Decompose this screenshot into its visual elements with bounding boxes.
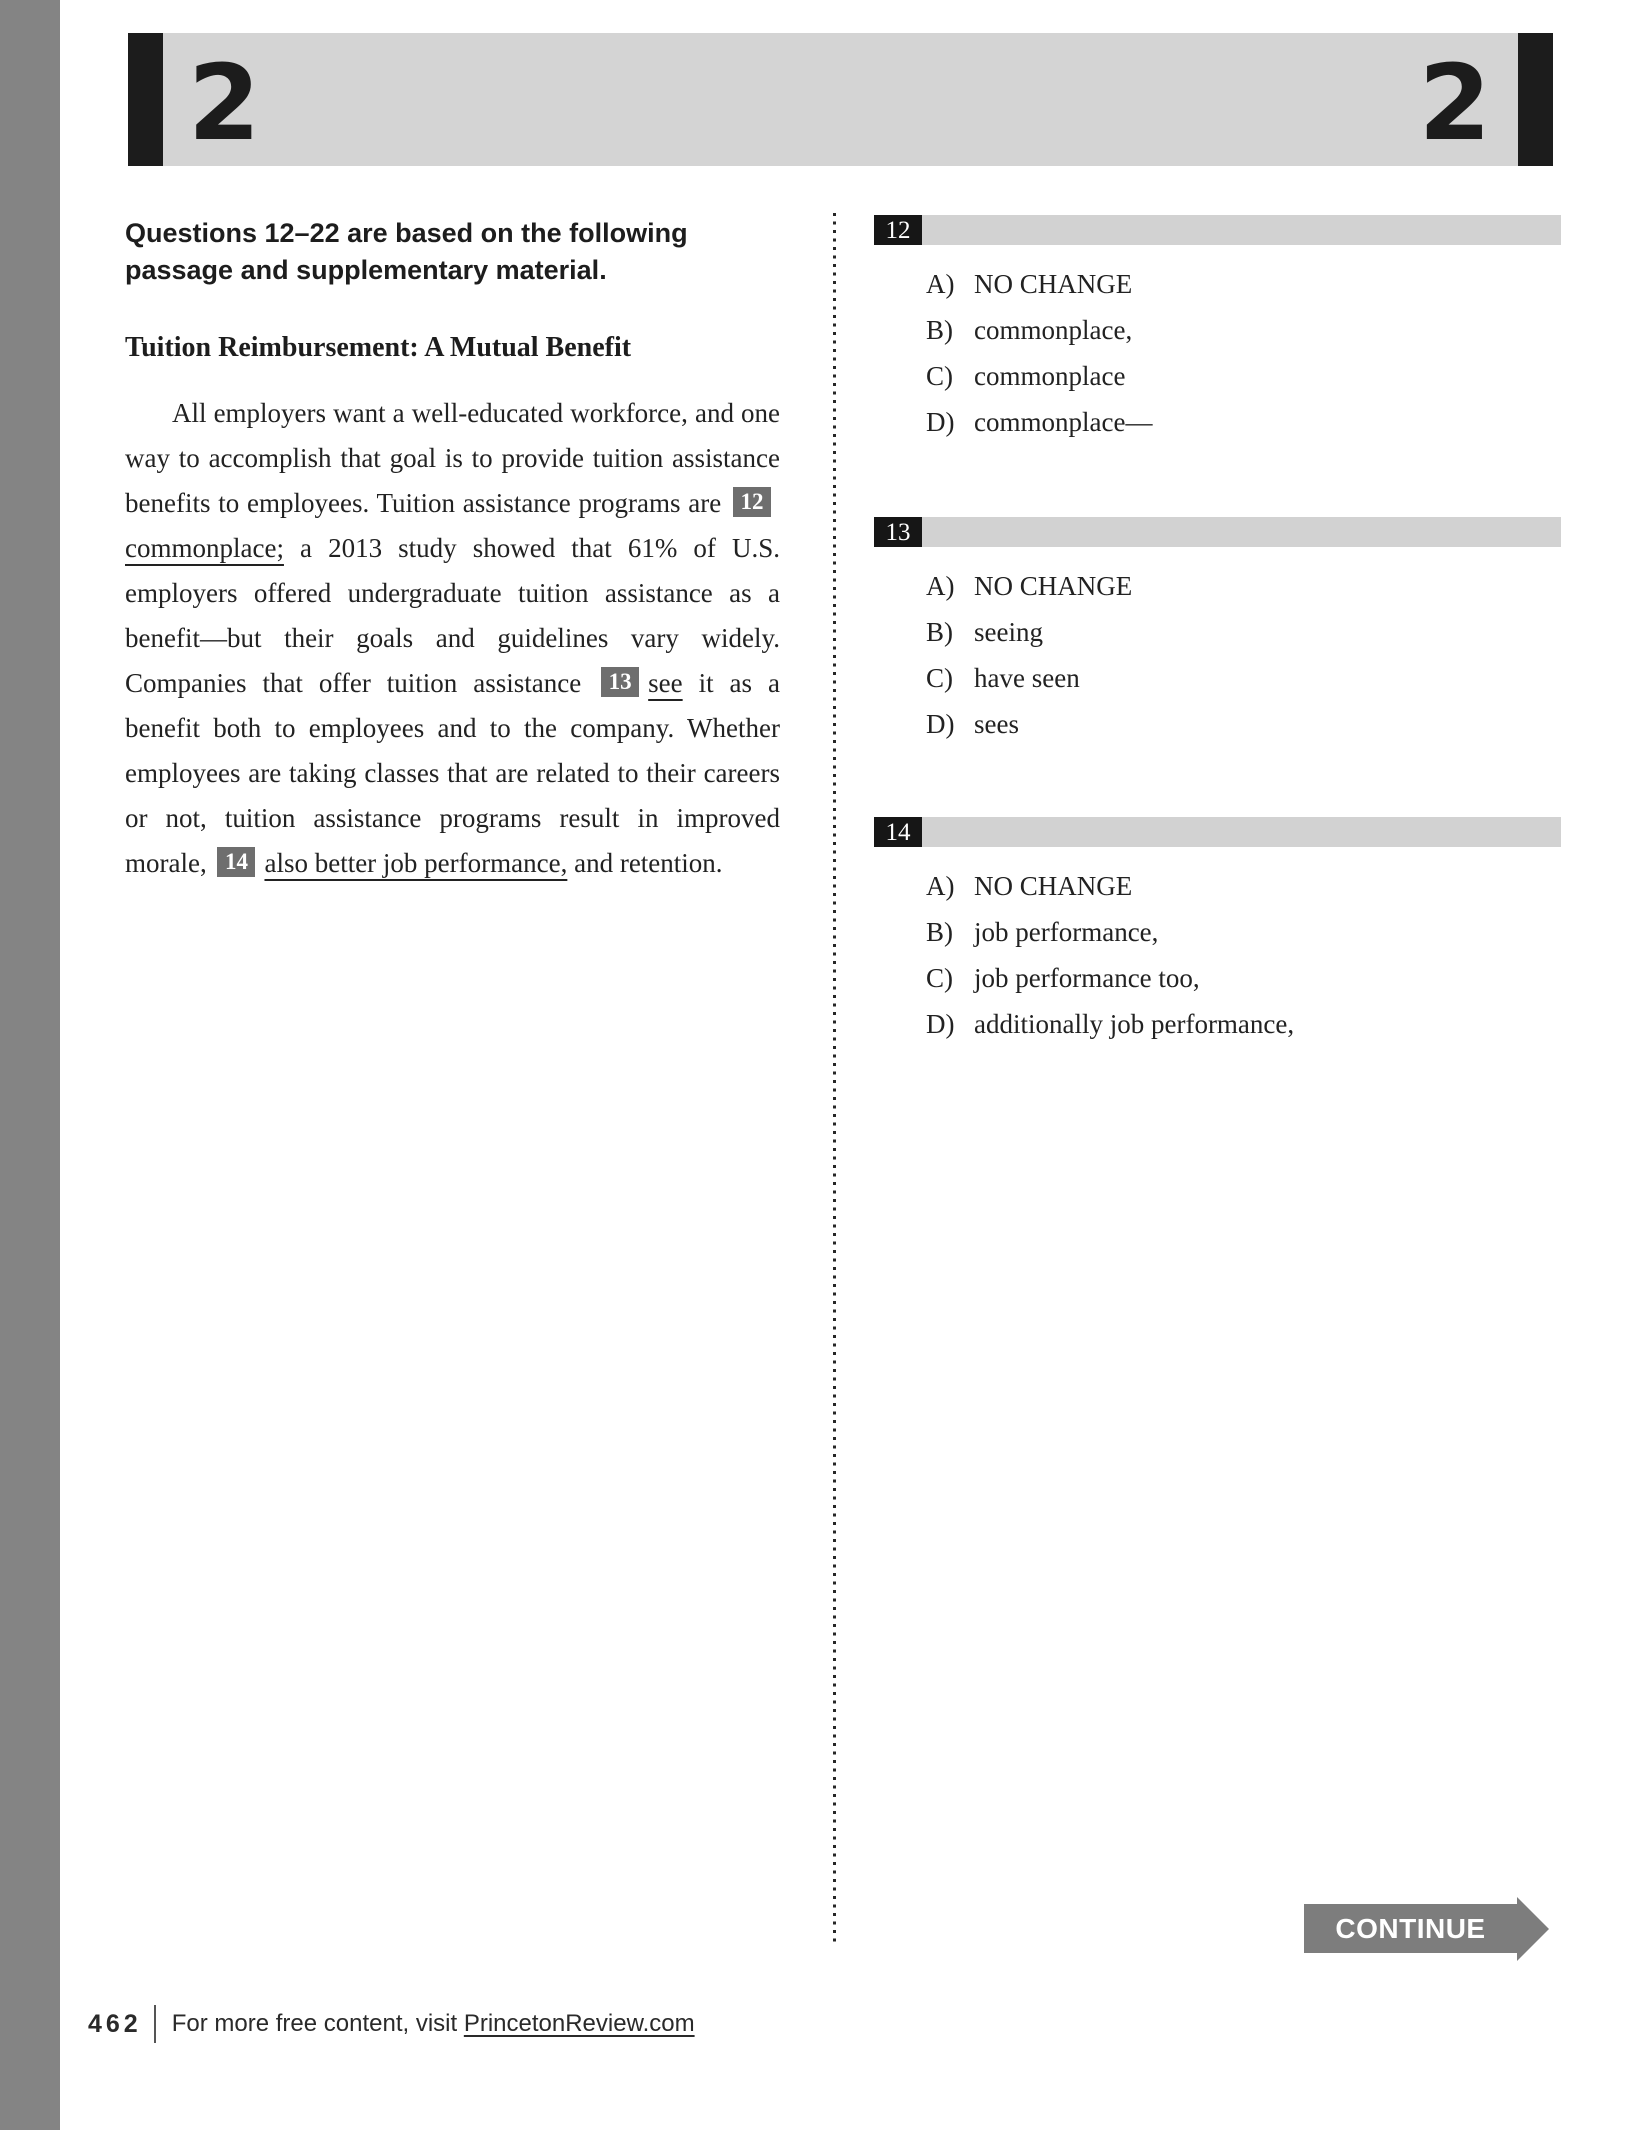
- option-text: sees: [974, 709, 1019, 739]
- option-row: [874, 909, 1561, 955]
- option-letter: A): [926, 571, 955, 601]
- option-row: [874, 399, 1561, 445]
- question-number-box: 13: [874, 517, 922, 547]
- question-options: [874, 563, 1561, 747]
- page-number: 462: [88, 2009, 142, 2038]
- footer-link[interactable]: PrincetonReview.com: [463, 2010, 695, 2037]
- option-text: additionally job performance,: [974, 1009, 1295, 1039]
- passage-segment: All employers want a well-educated workforce, and one way to accomplish that goal is to provide tuition assistance benefits to employees. Tuition assistance programs are: [125, 398, 780, 518]
- option-letter: D): [926, 709, 955, 739]
- option-text: job performance too,: [974, 963, 1200, 993]
- option-row: [874, 353, 1561, 399]
- option-row: [874, 655, 1561, 701]
- section-tab-right: [1518, 33, 1553, 166]
- question-options: [874, 863, 1561, 1047]
- passage-title: Tuition Reimbursement: A Mutual Benefit: [125, 332, 632, 363]
- footer-text: For more free content, visit: [171, 2010, 464, 2037]
- option-row: [874, 1001, 1561, 1047]
- option-row: [874, 701, 1561, 747]
- option-row: [874, 563, 1561, 609]
- option-row: [874, 609, 1561, 655]
- option-letter: D): [926, 407, 955, 437]
- option-row: [874, 261, 1561, 307]
- section-number-left: 2: [188, 42, 261, 164]
- option-letter: C): [926, 663, 953, 693]
- page-footer: [88, 2000, 695, 2048]
- question-block-12: [874, 215, 1561, 445]
- option-row: [874, 307, 1561, 353]
- option-text: NO CHANGE: [974, 871, 1133, 901]
- passage-segment: and retention.: [567, 848, 723, 878]
- option-letter: A): [926, 269, 955, 299]
- inline-question-marker: 14: [217, 847, 255, 877]
- passage-segment: a 2013 study showed that 61% of U.S. employers offered undergraduate tuition assistance as a benefit—but their goals and guidelines vary widely. Companies that offer tuition assistance: [125, 533, 780, 698]
- option-text: seeing: [974, 617, 1043, 647]
- inline-question-marker: 12: [733, 487, 771, 517]
- question-header-bar: [874, 817, 1561, 847]
- column-divider: [833, 213, 836, 1943]
- question-header-bar: [874, 517, 1561, 547]
- section-number-right: 2: [1418, 42, 1491, 164]
- option-letter: D): [926, 1009, 955, 1039]
- continue-button[interactable]: [1304, 1904, 1517, 1953]
- option-letter: C): [926, 361, 953, 391]
- option-letter: B): [926, 315, 953, 345]
- continue-arrow-icon: [1517, 1897, 1549, 1961]
- passage-segment: see: [648, 668, 683, 698]
- passage-column: [125, 215, 780, 886]
- option-letter: B): [926, 617, 953, 647]
- option-letter: C): [926, 963, 953, 993]
- question-number-box: 12: [874, 215, 922, 245]
- option-text: commonplace,: [974, 315, 1133, 345]
- inline-question-marker: 13: [601, 667, 639, 697]
- option-row: [874, 863, 1561, 909]
- option-text: NO CHANGE: [974, 571, 1133, 601]
- question-number-box: 14: [874, 817, 922, 847]
- continue-label: CONTINUE: [1335, 1913, 1486, 1944]
- option-text: have seen: [974, 663, 1080, 693]
- section-tab-left: [128, 33, 163, 166]
- option-text: commonplace—: [974, 407, 1153, 437]
- option-row: [874, 955, 1561, 1001]
- option-text: job performance,: [974, 917, 1159, 947]
- passage-intro: Questions 12–22 are based on the following passage and supplementary material.: [125, 218, 688, 285]
- passage-body: [125, 391, 780, 886]
- question-block-14: [874, 817, 1561, 1047]
- option-text: commonplace: [974, 361, 1126, 391]
- passage-segment: it as a benefit both to employees and to the company. Whether employees are taking classes that are related to their careers or not, tuition assistance programs result in improved morale,: [125, 668, 780, 878]
- footer-divider: [154, 2005, 156, 2043]
- question-options: [874, 261, 1561, 445]
- question-block-13: [874, 517, 1561, 747]
- option-letter: B): [926, 917, 953, 947]
- passage-segment: also better job performance,: [264, 848, 568, 878]
- passage-segment: commonplace;: [125, 533, 284, 563]
- option-text: NO CHANGE: [974, 269, 1133, 299]
- page-edge-bar: [0, 0, 60, 2130]
- question-header-bar: [874, 215, 1561, 245]
- option-letter: A): [926, 871, 955, 901]
- section-header-band: [128, 33, 1553, 166]
